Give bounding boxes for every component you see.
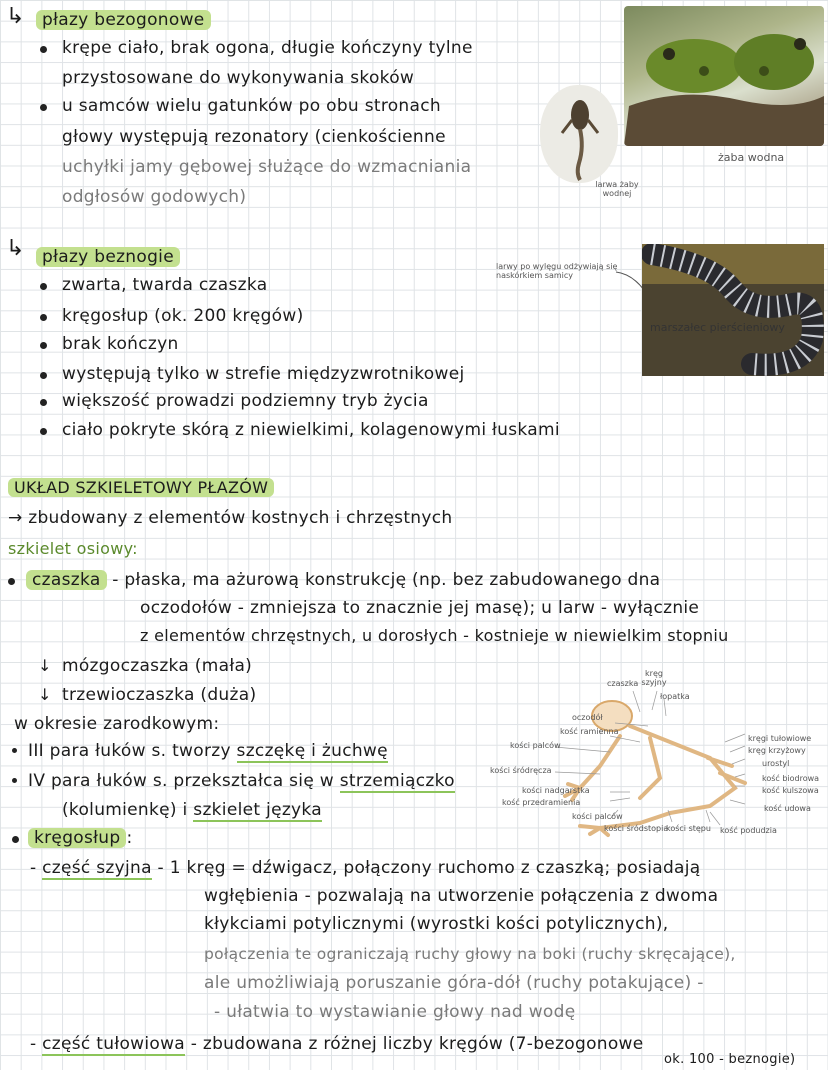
axial-skeleton-heading: szkielet osiowy: (8, 539, 138, 558)
label-oczodol: oczodół (572, 713, 603, 722)
bullet-dot-icon (40, 342, 47, 349)
anurans-point-2: u samców wielu gatunków po obu stronach (62, 96, 441, 116)
label-lopatka: łopatka (660, 692, 690, 701)
frog-photo (624, 6, 824, 146)
bullet-dot-icon (40, 314, 47, 321)
section-title-anurans: płazy bezogonowe (36, 10, 211, 30)
caecilians-point-5: większość prowadzi podziemny tryb życia (62, 391, 429, 411)
anurans-point-2-cont: uchyłki jamy gębowej służące do wzmacniania (62, 157, 472, 177)
label-kreg-krzyzowy: kręg krzyżowy (748, 746, 806, 755)
neurocranium: mózgoczaszka (mała) (62, 656, 253, 676)
cervical-line-3: kłykciami potylicznymi (wyrostki kości potylicznych), (204, 914, 669, 934)
bullet-dot-icon (40, 104, 47, 111)
section-title-caecilians: płazy beznogie (36, 247, 180, 267)
label-kreg-szyjny: kręg szyjny (641, 669, 667, 687)
label-kosc-udowa: kość udowa (764, 804, 811, 813)
bullet-dot-icon (40, 428, 47, 435)
frog-caption: żaba wodna (718, 151, 785, 164)
anurans-point-1: krępe ciało, brak ogona, długie kończyny tylne (62, 38, 473, 58)
cervical-line-5: ale umożliwiają poruszanie góra-dół (ruchy potakujące) - (204, 973, 704, 993)
bullet-dot-icon (8, 578, 15, 585)
caecilian-photo (642, 244, 824, 376)
label-urostyl: urostyl (762, 759, 790, 768)
anurans-point-1-cont: przystosowane do wykonywania skoków (62, 68, 415, 88)
cervical-line-6: - ułatwia to wystawianie głowy nad wodę (214, 1002, 576, 1022)
larvae-note: larwy po wylęgu odżywiają się naskórkiem samicy (496, 262, 618, 280)
caecilians-point-4: występują tylko w strefie międzyzwrotnikowej (62, 364, 465, 384)
arch-3: III para łuków s. tworzy szczękę i żuchwę (28, 741, 388, 761)
label-kregi-tulowiowe: kręgi tułowiowe (748, 734, 812, 743)
cervical-line-4: połączenia te ograniczają ruchy głowy na boki (ruchy skręcające), (204, 945, 736, 963)
label-kosci-palcow-2: kości palców (572, 812, 623, 821)
label-kosc-ramienna: kość ramienna (560, 727, 619, 736)
label-kosci-srodrecza: kości śródręcza (490, 766, 552, 775)
bullet-dot-icon (40, 283, 47, 290)
spine-heading: kręgosłup : (28, 828, 132, 848)
embryonic-heading: w okresie zarodkowym: (14, 714, 220, 734)
label-kosci-palcow: kości palców (510, 741, 561, 750)
label-kosc-biodrowa: kość biodrowa (762, 774, 820, 783)
label-kosci-nadgarstka: kości nadgarstka (522, 786, 590, 795)
caecilian-caption: marszałec pierścieniowy (650, 321, 785, 334)
label-kosc-podudzia: kość podudzia (720, 826, 777, 835)
bullet-dot-icon (40, 46, 47, 53)
caecilians-point-1: zwarta, twarda czaszka (62, 275, 268, 295)
arrow-bullet-icon: ↳ (6, 236, 25, 261)
trunk-line-2: ok. 100 - beznogie) (664, 1052, 796, 1067)
section-title-skeleton: UKŁAD SZKIELETOWY PŁAZÓW (8, 478, 274, 498)
cervical-line-2: wgłębienia - pozwalają na utworzenie połączenia z dwoma (204, 886, 719, 906)
arrow-bullet-icon: ↳ (6, 4, 25, 29)
arch-4-cont: (kolumienkę) i szkielet języka (62, 800, 322, 820)
cervical-line-1: - część szyjna - 1 kręg = dźwigacz, połączony ruchomo z czaszką; posiadają (30, 858, 701, 878)
anurans-point-2-cont: głowy występują rezonatory (cienkościenne (62, 127, 446, 147)
skull-line-2: oczodołów - zmniejsza to znacznie jej masę); u larw - wyłącznie (140, 598, 700, 618)
trunk-line-1: - część tułowiowa - zbudowana z różnej liczby kręgów (7-bezogonowe (30, 1034, 644, 1054)
bullet-dot-icon (12, 778, 17, 783)
caecilians-point-6: ciało pokryte skórą z niewielkimi, kolagenowymi łuskami (62, 420, 560, 440)
label-kosc-kulszowa: kość kulszowa (762, 786, 819, 795)
caecilians-point-3: brak kończyn (62, 334, 179, 354)
down-arrow-icon: ↓ (38, 685, 52, 704)
label-kosci-stepu: kości stępu (666, 824, 711, 833)
bullet-dot-icon (12, 836, 19, 843)
bullet-dot-icon (40, 372, 47, 379)
tadpole-image (540, 85, 618, 183)
down-arrow-icon: ↓ (38, 656, 52, 675)
anurans-point-2-cont: odgłosów godowych) (62, 187, 247, 207)
bullet-dot-icon (12, 748, 17, 753)
skull-line-1: czaszka - płaska, ma ażurową konstrukcję (np. bez zabudowanego dna (26, 570, 660, 590)
skull-line-3: z elementów chrzęstnych, u dorosłych - kostnieje w niewielkim stopniu (140, 626, 729, 645)
skeleton-intro: → zbudowany z elementów kostnych i chrzęstnych (8, 508, 453, 528)
caecilians-point-2: kręgosłup (ok. 200 kręgów) (62, 306, 304, 326)
label-kosci-srodstopia: kości śródstopia (604, 824, 669, 833)
viscerocranium: trzewioczaszka (duża) (62, 685, 257, 705)
label-kosc-przedramienia: kość przedramienia (502, 798, 581, 807)
tadpole-caption: larwa żaby wodnej (595, 180, 639, 198)
label-czaszka: czaszka (607, 679, 639, 688)
bullet-dot-icon (40, 399, 47, 406)
arch-4: IV para łuków s. przekształca się w strzemiączko (28, 771, 455, 791)
